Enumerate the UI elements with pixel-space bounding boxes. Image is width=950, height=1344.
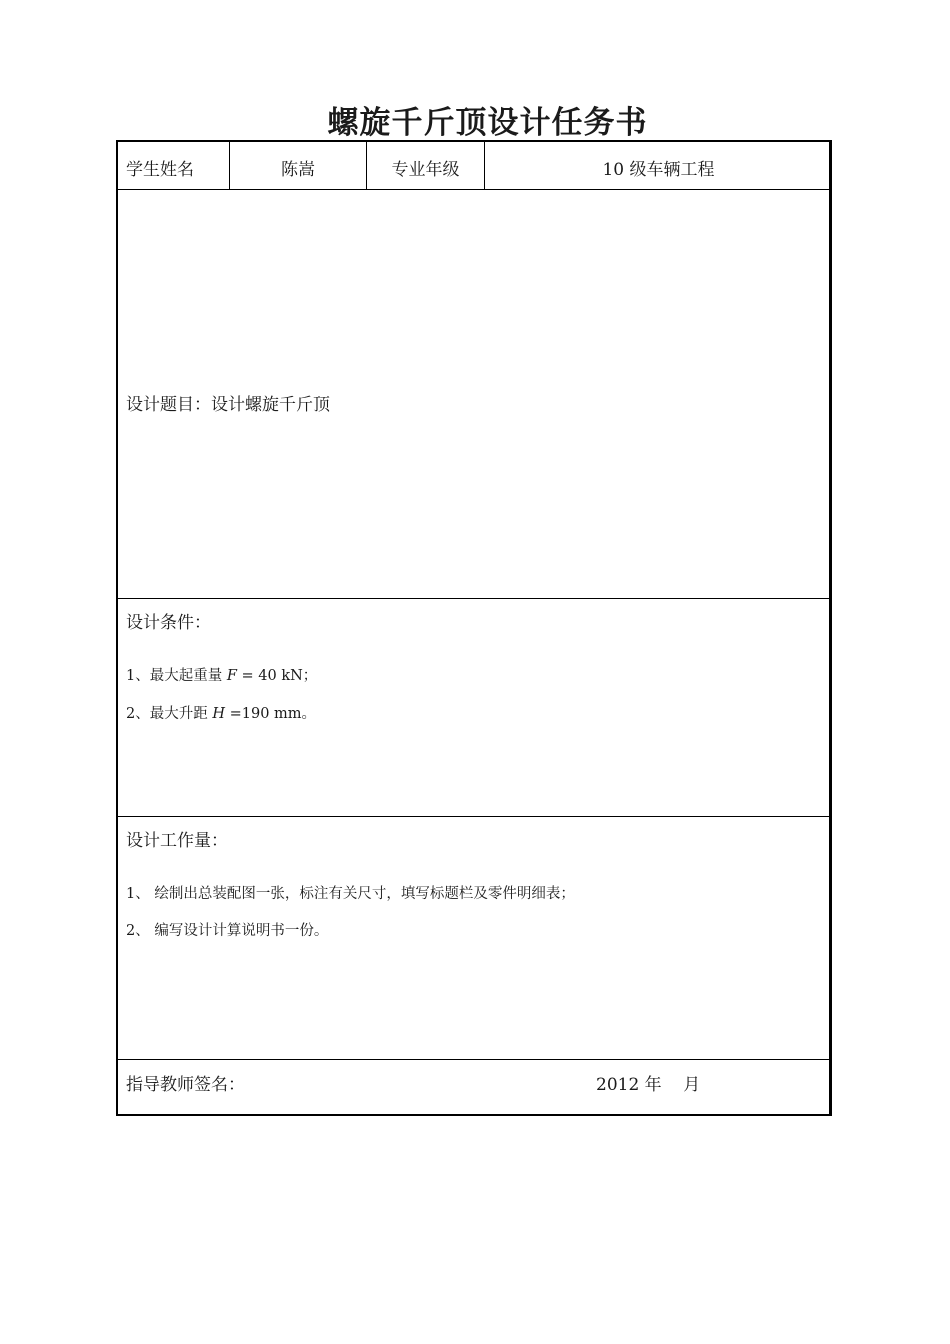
header-row-divider [118,189,829,190]
conditions-section-divider [118,816,829,817]
student-name-label: 学生姓名 [126,160,194,180]
workload-heading: 设计工作量： [126,831,228,851]
signature-date: 2012 年 月 [596,1075,701,1095]
condition-1-variable: F [226,668,237,684]
document-title: 螺旋千斤顶设计任务书 [327,105,648,141]
topic-section-divider [118,598,829,599]
condition-item-2 [126,704,316,724]
condition-2-prefix: 2、最大升距 [126,706,213,722]
student-name-value: 陈嵩 [281,160,315,180]
major-grade-label: 专业年级 [391,160,460,180]
condition-item-1 [126,666,317,686]
task-table [116,140,832,1116]
major-grade-value: 10 级车辆工程 [602,160,715,180]
condition-2-variable: H [212,706,225,722]
condition-1-prefix: 1、最大起重量 [126,668,227,684]
workload-section-divider [118,1059,829,1060]
condition-2-suffix: =190 mm。 [225,706,317,722]
design-topic: 设计题目：设计螺旋千斤顶 [126,395,330,415]
condition-1-suffix: = 40 kN； [236,668,318,684]
signature-label: 指导教师签名： [126,1075,245,1095]
workload-item-1: 1、 绘制出总装配图一张，标注有关尺寸，填写标题栏及零件明细表； [126,886,575,902]
conditions-heading: 设计条件： [126,613,211,633]
workload-item-2: 2、 编写设计计算说明书一份。 [126,923,329,939]
